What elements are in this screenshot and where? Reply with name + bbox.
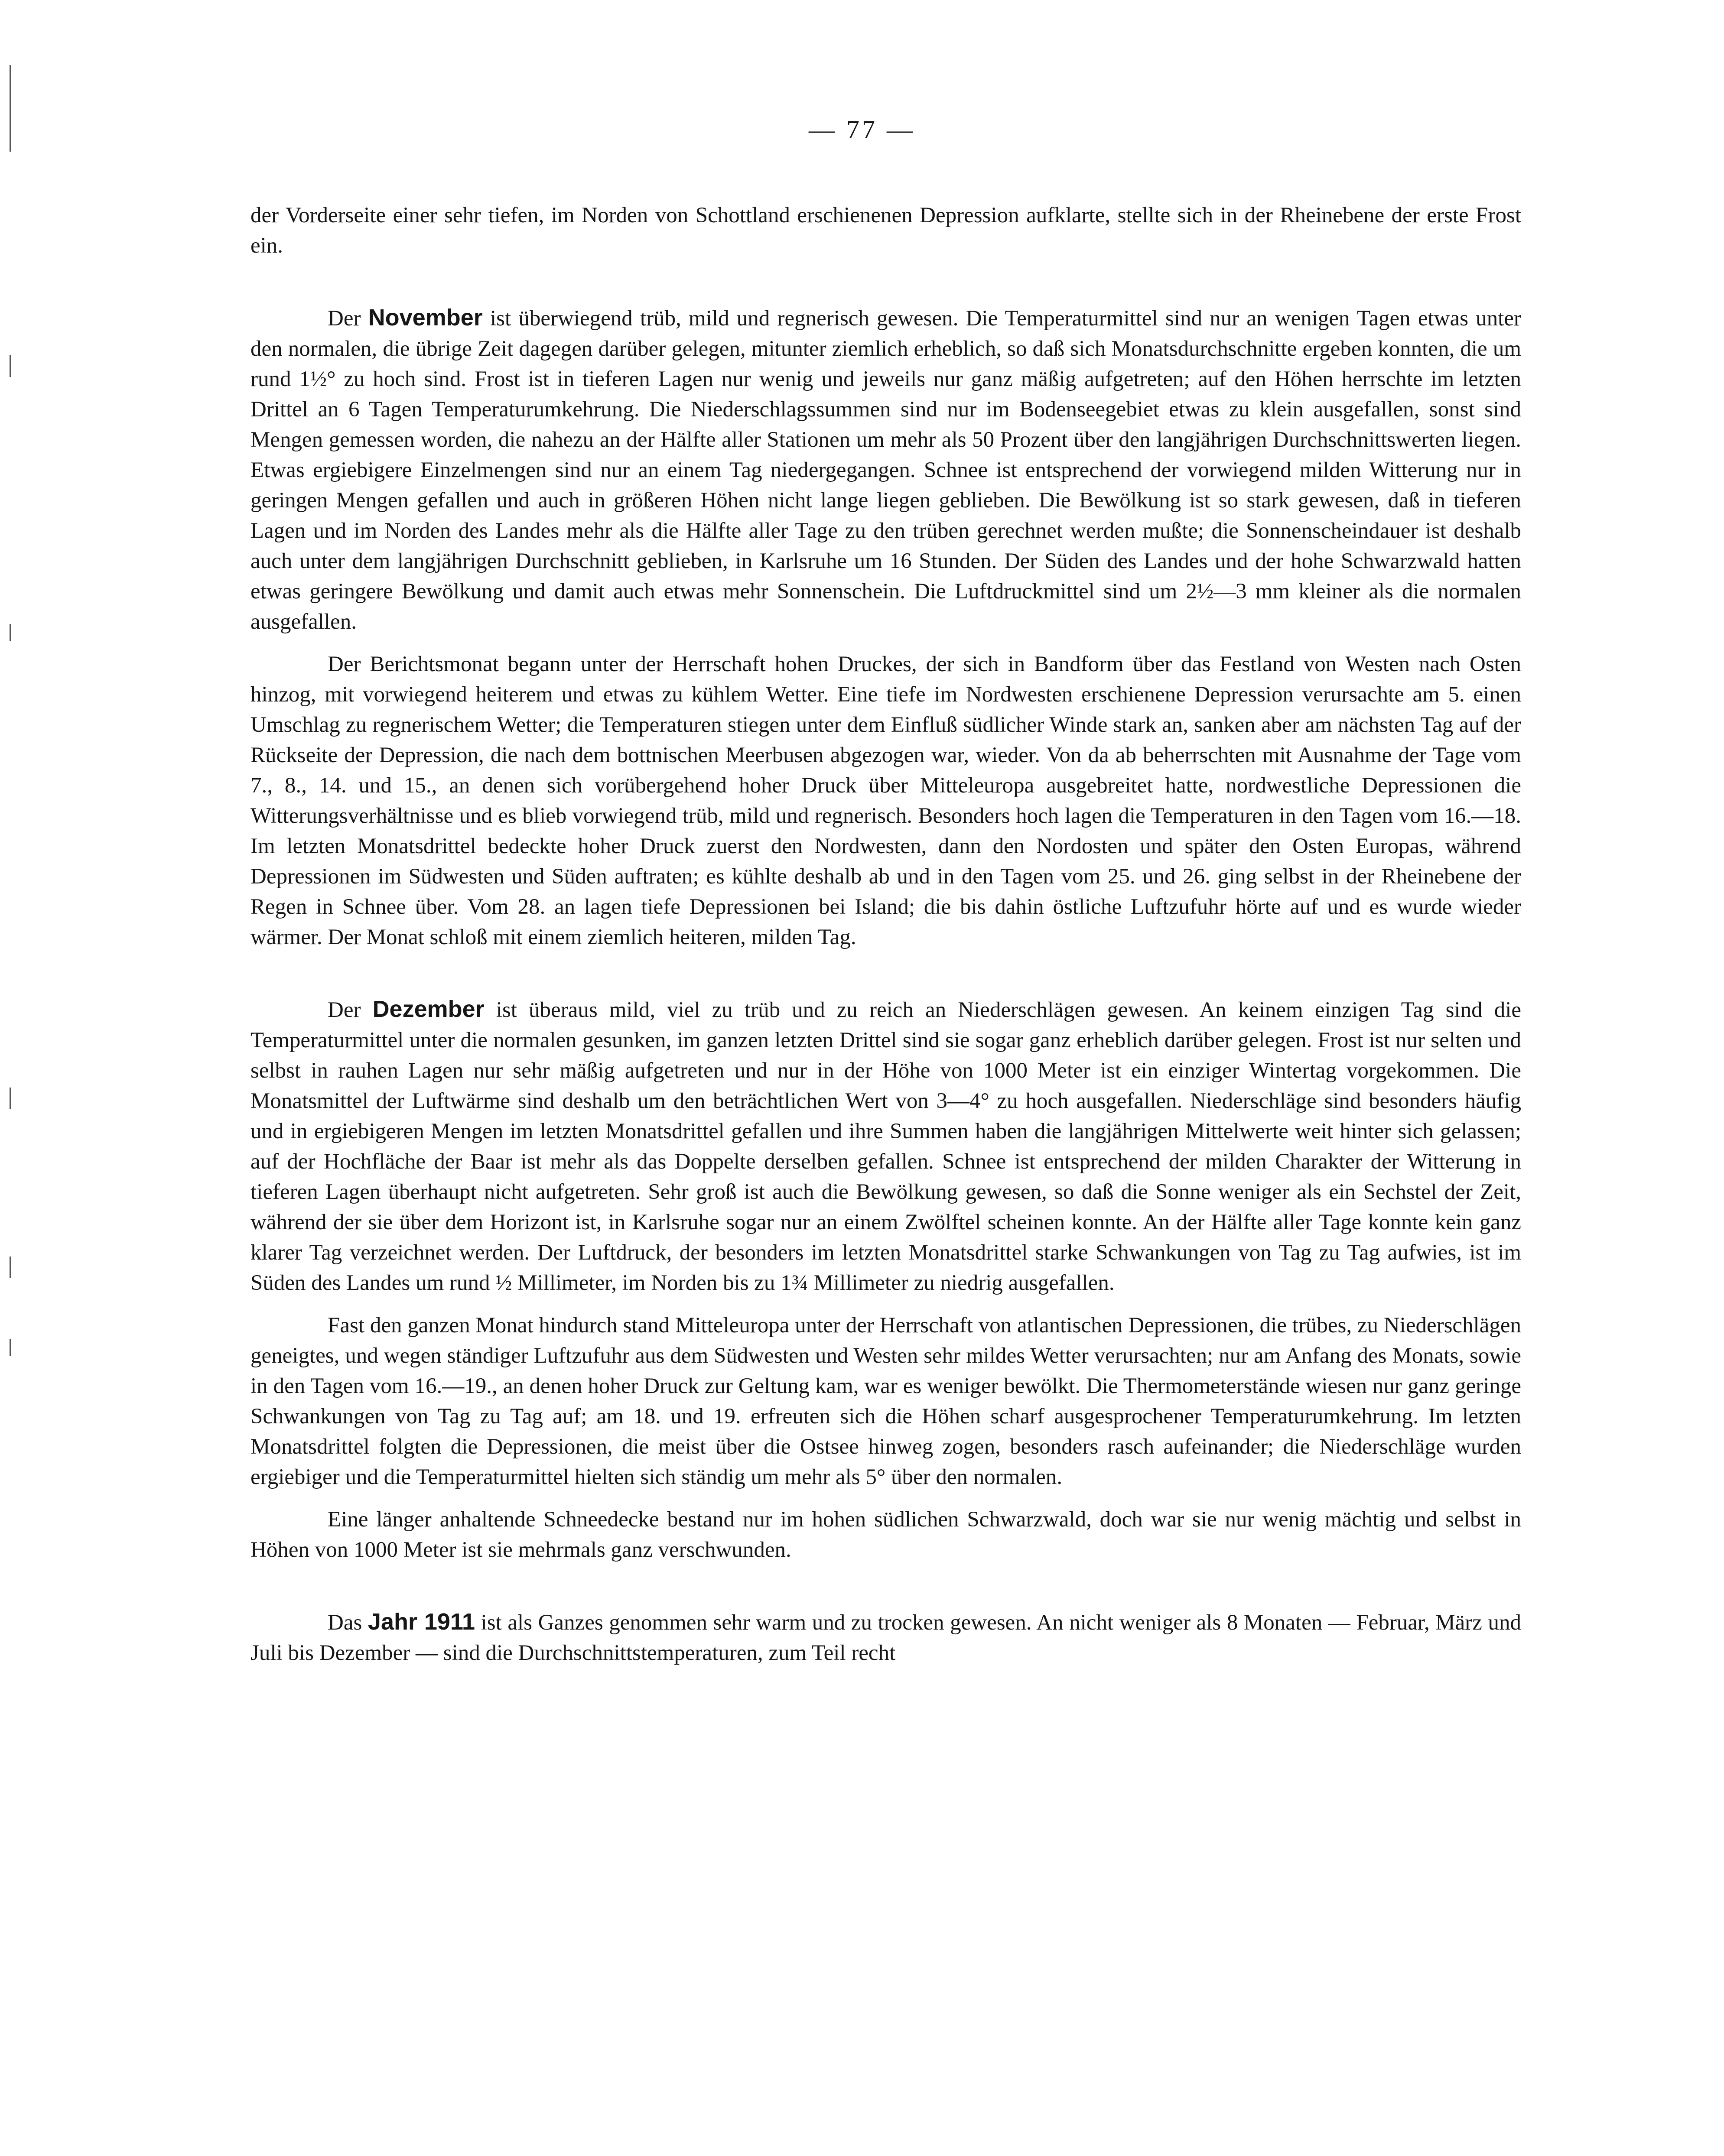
paragraph-jahr-1911 [250, 1607, 1521, 1668]
scan-margin-mark [10, 65, 11, 152]
scan-margin-mark [10, 355, 11, 377]
paragraph-continuation [250, 200, 1521, 261]
paragraph-november-report [250, 649, 1521, 952]
scan-margin-mark [10, 1088, 11, 1109]
paragraph-text: ist überwiegend trüb, mild und regnerisch gewesen. Die Temperaturmittel sind nur an wenigen Tagen etwas unter den normalen, die übrige Zeit dagegen darüber gelegen, mitunter ziemlich erheblich, so daß sich Monatsdurchschnitte ergeben konnten, die um rund 1½° zu hoch sind. Frost ist in tieferen Lagen nur wenig und jeweils nur ganz mäßig aufgetreten; auf den Höhen herrschte im letzten Drittel an 6 Tagen Temperaturumkehrung. Die Niederschlagssummen sind nur im Bodenseegebiet etwas zu klein ausgefallen, sonst sind Mengen gemessen worden, die nahezu an der Hälfte aller Stationen um mehr als 50 Prozent über den langjährigen Durchschnittswerten liegen. Etwas ergiebigere Einzelmengen sind nur an einem Tag niedergegangen. Schnee ist entsprechend der vorwiegend milden Witterung nur in geringen Mengen gefallen und auch in größeren Höhen nicht lange liegen geblieben. Die Bewölkung ist so stark gewesen, daß in tieferen Lagen und im Norden des Landes mehr als die Hälfte aller Tage zu den trüben gerechnet werden mußte; die Sonnenscheindauer ist deshalb auch unter dem langjährigen Durchschnitt geblieben, in Karlsruhe um 16 Stunden. Der Süden des Landes und der hohe Schwarzwald hatten etwas geringere Bewölkung und damit auch etwas mehr Sonnenschein. Die Luftdruckmittel sind um 2½—3 mm kleiner als die normalen ausgefallen. [250, 306, 1521, 634]
section-keyword-november: November [368, 305, 483, 331]
paragraph-text: Der Berichtsmonat begann unter der Herrschaft hohen Druckes, der sich in Bandform über das Festland von Westen nach Osten hinzog, mit vorwiegend heiterem und etwas zu kühlem Wetter. Eine tiefe im Nordwesten erschienene Depression verursachte am 5. einen Umschlag zu regnerischem Wetter; die Temperaturen stiegen unter dem Einfluß südlicher Winde stark an, sanken aber am nächsten Tag auf der Rückseite der Depression, die nach dem bottnischen Meerbusen abgezogen war, wieder. Von da ab beherrschten mit Ausnahme der Tage vom 7., 8., 14. und 15., an denen sich vorübergehend hoher Druck über Mitteleuropa ausgebreitet hatte, nordwestliche Depressionen die Witterungsverhältnisse und es blieb vorwiegend trüb, mild und regnerisch. Besonders hoch lagen die Temperaturen in den Tagen vom 16.—18. Im letzten Monatsdrittel bedeckte hoher Druck zuerst den Nordwesten, dann den Nordosten und später den Osten Europas, während Depressionen im Südwesten und Süden auftraten; es kühlte deshalb ab und in den Tagen vom 25. und 26. ging selbst in der Rheinebene der Regen in Schnee über. Vom 28. an lagen tiefe Depressionen bei Island; die bis dahin östliche Luftzufuhr hörte auf und es wurde wieder wärmer. Der Monat schloß mit einem ziemlich heiteren, milden Tag. [250, 652, 1521, 949]
paragraph-text: ist überaus mild, viel zu trüb und zu reich an Niederschlägen gewesen. An keinem einzigen Tag sind die Temperaturmittel unter die normalen gesunken, im ganzen letzten Drittel sind sie sogar ganz erheblich darüber gelegen. Frost ist nur selten und selbst in rauhen Lagen nur sehr mäßig aufgetreten und nur in der Höhe von 1000 Meter ist ein einziger Wintertag vorgekommen. Die Monatsmittel der Luftwärme sind deshalb um den beträchtlichen Wert von 3—4° zu hoch ausgefallen. Niederschläge sind besonders häufig und in ergiebigeren Mengen im letzten Monatsdrittel gefallen und ihre Summen haben die langjährigen Mittelwerte weit hinter sich gelassen; auf der Hochfläche der Baar ist mehr als das Doppelte derselben gefallen. Schnee ist entsprechend der milden Charakter der Witterung in tieferen Lagen überhaupt nicht aufgetreten. Sehr groß ist auch die Bewölkung gewesen, so daß die Sonne weniger als ein Sechstel der Zeit, während der sie über dem Horizont ist, in Karlsruhe sogar nur an einem Zwölftel scheinen konnte. An der Hälfte aller Tage konnte kein ganz klarer Tag verzeichnet werden. Der Luftdruck, der besonders im letzten Monatsdrittel starke Schwankungen von Tag zu Tag aufwies, ist im Süden des Landes um rund ½ Millimeter, im Norden bis zu 1¾ Millimeter zu niedrig ausgefallen. [250, 998, 1522, 1295]
section-keyword-jahr: Jahr 1911 [368, 1609, 475, 1635]
paragraph-lead: Der [328, 306, 368, 331]
paragraph-dezember [250, 994, 1521, 1298]
paragraph-text: Eine länger anhaltende Schneedecke bestand nur im hohen südlichen Schwarzwald, doch war sie nur wenig mächtig und selbst in Höhen von 1000 Meter ist sie mehrmals ganz verschwunden. [250, 1507, 1521, 1562]
paragraph-text: der Vorderseite einer sehr tiefen, im Norden von Schottland erschienenen Depression aufklarte, stellte sich in der Rheinebene der erste Frost ein. [250, 203, 1521, 258]
page-number: — 77 — [809, 115, 915, 144]
scan-margin-mark [10, 1339, 11, 1356]
section-keyword-dezember: Dezember [372, 996, 485, 1022]
document-body [250, 200, 1521, 1668]
paragraph-dezember-report [250, 1310, 1521, 1492]
paragraph-text: ist als Ganzes genommen sehr warm und zu trocken gewesen. An nicht weniger als 8 Monaten — Februar, März und Juli bis Dezember — sind die Durchschnittstemperaturen, zum Teil recht [250, 1611, 1521, 1665]
paragraph-lead: Der [328, 998, 373, 1022]
scan-margin-mark [10, 624, 11, 641]
paragraph-schneedecke [250, 1504, 1521, 1565]
paragraph-lead: Das [328, 1611, 368, 1635]
paragraph-november [250, 302, 1521, 637]
scan-margin-mark [10, 1257, 11, 1278]
paragraph-text: Fast den ganzen Monat hindurch stand Mitteleuropa unter der Herrschaft von atlantischen Depressionen, die trübes, zu Niederschlägen geneigtes, und wegen ständiger Luftzufuhr aus dem Südwesten und Westen sehr mildes Wetter verursachten; nur am Anfang des Monats, sowie in den Tagen vom 16.—19., an denen hoher Druck zur Geltung kam, war es weniger bewölkt. Die Thermometerstände wiesen nur ganz geringe Schwankungen von Tag zu Tag auf; am 18. und 19. erfreuten sich die Höhen scharf ausgesprochener Temperaturumkehrung. Im letzten Monatsdrittel folgten die Depressionen, die meist über die Ostsee hinweg zogen, besonders rasch aufeinander; die Niederschläge wurden ergiebiger und die Temperaturmittel hielten sich ständig um mehr als 5° über den normalen. [250, 1313, 1521, 1489]
